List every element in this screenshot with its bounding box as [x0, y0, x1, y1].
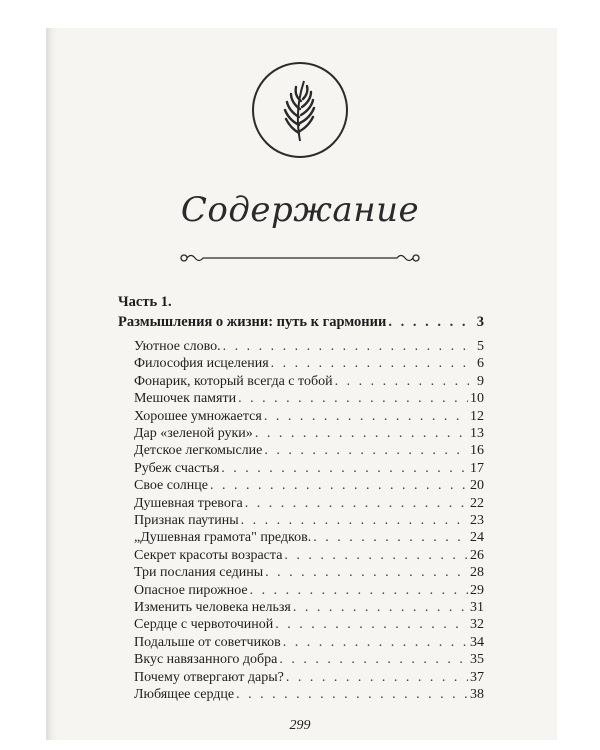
toc-entry-title: Признак паутины — [134, 513, 239, 528]
toc-entry-title: Сердце с червоточиной — [134, 617, 274, 633]
toc-entry-page: 37 — [470, 669, 484, 685]
toc-entry-title: Любящее сердце — [134, 687, 235, 702]
dot-leader — [265, 564, 468, 582]
ornament-divider-icon — [178, 250, 422, 266]
toc-entry[interactable] — [134, 460, 484, 478]
dot-leader — [271, 355, 472, 373]
toc-part-title: Размышления о жизни: путь к гармонии — [118, 314, 387, 330]
toc-entry[interactable] — [134, 599, 484, 617]
toc-entry[interactable] — [134, 390, 484, 408]
dot-leader — [238, 390, 468, 408]
toc-entry-page: 22 — [470, 495, 484, 511]
toc-entry-page: 10 — [470, 391, 484, 407]
dot-leader — [221, 460, 468, 478]
toc-entry-title: Философия исцеления — [134, 356, 269, 372]
dot-leader — [335, 373, 472, 391]
dot-leader — [241, 512, 468, 530]
dot-leader — [210, 477, 468, 495]
toc-entry-page: 32 — [470, 617, 484, 633]
toc-entry[interactable] — [134, 495, 484, 513]
toc-entry-title: Фонарик, который всегда с тобой — [134, 373, 333, 389]
toc-entry-page: 28 — [470, 565, 484, 581]
dot-leader — [236, 686, 468, 704]
dot-leader — [286, 669, 468, 687]
toc-entry-title: Секрет красоты возраста — [134, 547, 283, 563]
toc-entry[interactable] — [134, 564, 484, 582]
toc-entry-title: Подальше от советчиков — [134, 634, 281, 650]
toc-entry-page: 35 — [470, 652, 484, 668]
part-label: Часть 1. — [118, 294, 172, 310]
toc-entry[interactable] — [134, 582, 484, 600]
dot-leader — [284, 547, 468, 565]
toc-entry-page: 38 — [470, 687, 484, 702]
toc-entry-page: 26 — [470, 547, 484, 563]
leaf-icon — [270, 75, 330, 145]
toc-entry-title: Уютное слово. — [134, 339, 221, 354]
toc-entry-title: Три послания седины — [134, 565, 264, 581]
toc-entry-title: Вкус навязанного добра — [134, 652, 278, 668]
dot-leader — [245, 495, 468, 513]
toc-entry-title: Дар «зеленой руки» — [134, 426, 253, 441]
dot-leader — [283, 634, 468, 652]
toc-entry[interactable] — [134, 634, 484, 652]
toc-entry-title: Детское легкомыслие — [134, 443, 263, 459]
toc-entry-title: „Душевная грамота" предков. — [134, 530, 312, 546]
toc-entry-title: Душевная тревога — [134, 495, 243, 511]
toc-entry-page: 5 — [477, 339, 484, 354]
toc-entry[interactable] — [134, 669, 484, 687]
contents-heading: Содержание — [180, 190, 420, 230]
toc-entry[interactable] — [134, 425, 484, 443]
dot-leader — [279, 651, 468, 669]
toc-entry-page: 17 — [470, 460, 484, 476]
toc-entry-page: 20 — [470, 478, 484, 494]
toc-entry[interactable] — [134, 355, 484, 373]
toc-entry-page: 31 — [470, 600, 484, 615]
leaf-emblem — [252, 62, 348, 158]
dot-leader — [223, 338, 472, 356]
dot-leader — [250, 582, 468, 600]
toc-entry-page: 9 — [477, 373, 484, 389]
toc-entry-page: 34 — [470, 634, 484, 650]
toc-entry-title: Мешочек памяти — [134, 391, 237, 407]
toc-part-row[interactable] — [118, 313, 484, 331]
toc-entry[interactable] — [134, 373, 484, 391]
toc-entry[interactable] — [134, 338, 484, 356]
toc-entry[interactable] — [134, 408, 484, 426]
toc-entry[interactable] — [134, 442, 484, 460]
toc-entry[interactable] — [134, 547, 484, 565]
toc-entry-title: Почему отвергают дары? — [134, 669, 284, 685]
toc-entry[interactable] — [134, 529, 484, 547]
dot-leader — [388, 313, 472, 331]
dot-leader — [293, 599, 468, 617]
toc-entry-title: Хорошее умножается — [134, 408, 262, 424]
toc-entry-page: 12 — [470, 408, 484, 424]
toc-entry-title: Опасное пирожное — [134, 582, 248, 598]
toc-entry[interactable] — [134, 616, 484, 634]
page-number: 299 — [289, 718, 311, 733]
toc-entry-page: 6 — [477, 356, 484, 372]
toc-entry-title: Изменить человека нельзя — [134, 600, 291, 615]
toc-entry-page: 16 — [470, 443, 484, 459]
toc-entry-title: Свое солнце — [134, 478, 208, 494]
dot-leader — [264, 442, 468, 460]
toc-entry-page: 24 — [470, 530, 484, 546]
toc-entry[interactable] — [134, 512, 484, 530]
toc-entry-title: Рубеж счастья — [134, 460, 220, 476]
toc-part-page: 3 — [476, 314, 484, 330]
toc-entry-page: 23 — [470, 513, 484, 528]
toc-entry[interactable] — [134, 686, 484, 704]
toc-entry[interactable] — [134, 477, 484, 495]
dot-leader — [313, 529, 468, 547]
toc-entry[interactable] — [134, 651, 484, 669]
toc-entry-page: 29 — [470, 582, 484, 598]
dot-leader — [275, 616, 468, 634]
dot-leader — [255, 425, 468, 443]
toc-entry-page: 13 — [470, 426, 484, 441]
dot-leader — [264, 408, 468, 426]
